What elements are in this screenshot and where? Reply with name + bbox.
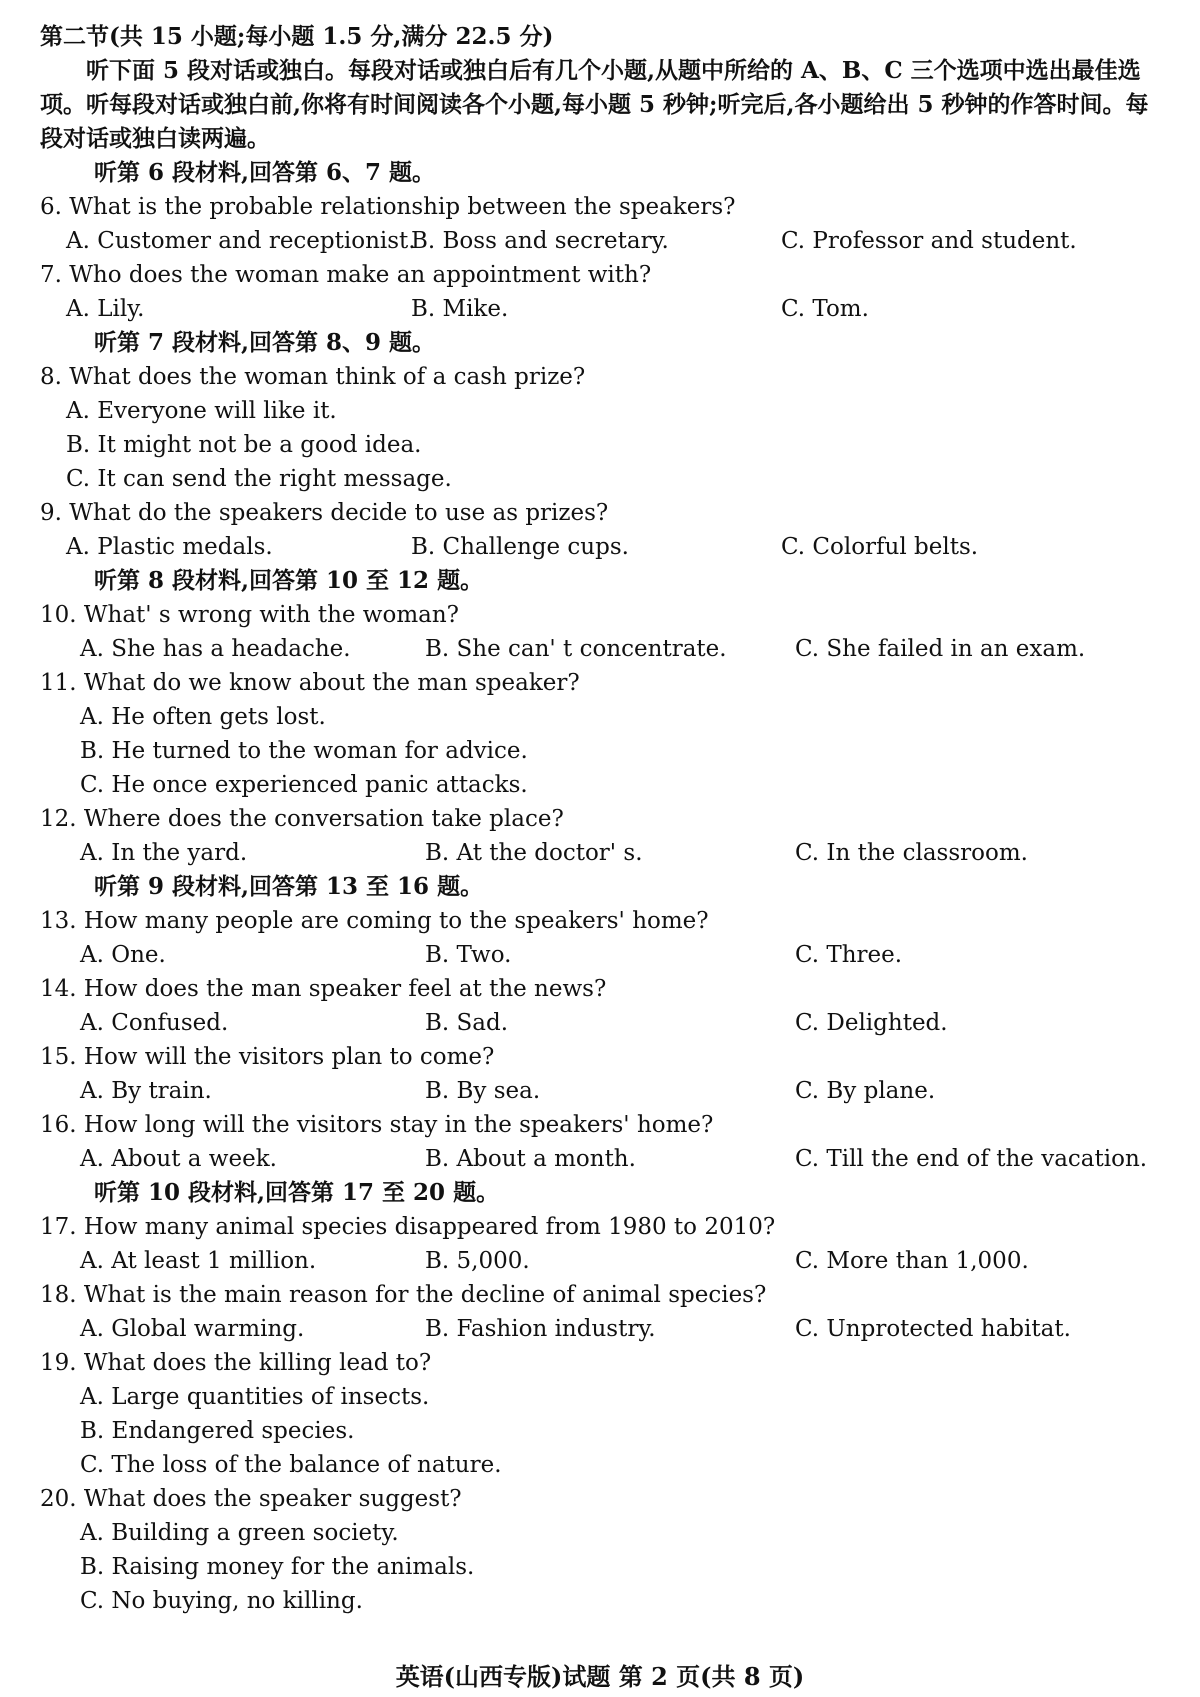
options-row [40,1312,1160,1346]
question-6 [40,190,1160,258]
option-b: B. Raising money for the animals. [80,1554,475,1580]
option-a: A. Lily. [66,296,145,322]
option-c: C. By plane. [795,1078,936,1104]
option-c: C. Till the end of the vacation. [795,1146,1148,1172]
option-c: C. In the classroom. [795,840,1028,866]
option-a: A. Global warming. [80,1316,305,1342]
question-17 [40,1210,1160,1278]
instruction-paragraph: 听下面 5 段对话或独白。每段对话或独白后有几个小题,从题中所给的 A、B、C 三个选项中选出最佳选项。听每段对话或独白前,你将有时间阅读各个小题,每小题 5 秒钟;听完后,各小题给出 5 秒钟的作答时间。每段对话或独白读两遍。 [40,57,1149,152]
question-15 [40,1040,1160,1108]
option-a: A. Large quantities of insects. [80,1384,430,1410]
option-c: C. The loss of the balance of nature. [80,1452,502,1478]
option-b: B. Challenge cups. [411,534,629,560]
option-a: A. About a week. [80,1146,277,1172]
option-b: B. He turned to the woman for advice. [80,738,528,764]
question-9 [40,496,1160,564]
question-text: 20. What does the speaker suggest? [40,1486,462,1512]
option-a: A. In the yard. [80,840,248,866]
page-footer: 英语(山西专版)试题 第 2 页(共 8 页) [395,1662,805,1691]
question-text: 6. What is the probable relationship between the speakers? [40,194,736,220]
question-20 [40,1482,1160,1618]
option-c: C. Tom. [781,296,869,322]
question-text: 13. How many people are coming to the speakers' home? [40,908,709,934]
question-text: 15. How will the visitors plan to come? [40,1044,495,1070]
option-b: B. Sad. [425,1010,509,1036]
question-18 [40,1278,1160,1346]
option-a: A. She has a headache. [80,636,351,662]
question-text: 17. How many animal species disappeared from 1980 to 2010? [40,1214,776,1240]
option-b: B. She can' t concentrate. [425,636,727,662]
question-text: 10. What' s wrong with the woman? [40,602,460,628]
question-text: 8. What does the woman think of a cash prize? [40,364,586,390]
option-b: B. About a month. [425,1146,636,1172]
options-row [40,1244,1160,1278]
option-c: C. Unprotected habitat. [795,1316,1071,1342]
question-text: 11. What do we know about the man speaker? [40,670,580,696]
options-row [40,1074,1160,1108]
option-a: A. By train. [80,1078,212,1104]
question-text: 9. What do the speakers decide to use as prizes? [40,500,609,526]
option-a: A. Plastic medals. [66,534,273,560]
option-b: B. Two. [425,942,512,968]
option-b: B. Boss and secretary. [411,228,669,254]
material-heading: 听第 7 段材料,回答第 8、9 题。 [94,329,436,356]
material-heading: 听第 6 段材料,回答第 6、7 题。 [94,159,436,186]
instructions [40,54,1160,156]
option-a: A. Confused. [80,1010,229,1036]
option-a: A. At least 1 million. [80,1248,317,1274]
question-text: 7. Who does the woman make an appointment with? [40,262,652,288]
option-c: C. No buying, no killing. [80,1588,363,1614]
option-a: A. Customer and receptionist. [66,228,416,254]
option-b: B. 5,000. [425,1248,530,1274]
option-c: C. He once experienced panic attacks. [80,772,528,798]
options-row [40,1006,1160,1040]
material-heading: 听第 8 段材料,回答第 10 至 12 题。 [94,567,484,594]
option-b: B. It might not be a good idea. [66,432,422,458]
question-19 [40,1346,1160,1482]
question-7 [40,258,1160,326]
option-c: C. Colorful belts. [781,534,979,560]
options-row [40,530,1160,564]
option-c: C. Delighted. [795,1010,948,1036]
option-b: B. Mike. [411,296,509,322]
question-text: 14. How does the man speaker feel at the news? [40,976,607,1002]
question-text: 16. How long will the visitors stay in the speakers' home? [40,1112,714,1138]
section-title: 第二节(共 15 小题;每小题 1.5 分,满分 22.5 分) [40,23,554,50]
options-row [40,836,1160,870]
option-a: A. One. [80,942,166,968]
question-text: 19. What does the killing lead to? [40,1350,432,1376]
option-b: B. Endangered species. [80,1418,355,1444]
option-a: A. Everyone will like it. [66,398,337,424]
option-a: A. Building a green society. [80,1520,399,1546]
option-b: B. By sea. [425,1078,541,1104]
option-c: C. More than 1,000. [795,1248,1029,1274]
options-row [40,292,1160,326]
question-12 [40,802,1160,870]
option-b: B. At the doctor' s. [425,840,643,866]
option-c: C. She failed in an exam. [795,636,1086,662]
question-16 [40,1108,1160,1176]
question-text: 12. Where does the conversation take place? [40,806,564,832]
question-8 [40,360,1160,496]
options-row [40,224,1160,258]
options-row [40,1142,1160,1176]
option-a: A. He often gets lost. [80,704,326,730]
question-13 [40,904,1160,972]
question-14 [40,972,1160,1040]
option-c: C. Three. [795,942,903,968]
option-b: B. Fashion industry. [425,1316,656,1342]
options-row [40,632,1160,666]
question-10 [40,598,1160,666]
question-11 [40,666,1160,802]
question-text: 18. What is the main reason for the decline of animal species? [40,1282,767,1308]
material-heading: 听第 10 段材料,回答第 17 至 20 题。 [94,1179,500,1206]
options-row [40,938,1160,972]
option-c: C. It can send the right message. [66,466,452,492]
option-c: C. Professor and student. [781,228,1077,254]
material-heading: 听第 9 段材料,回答第 13 至 16 题。 [94,873,484,900]
